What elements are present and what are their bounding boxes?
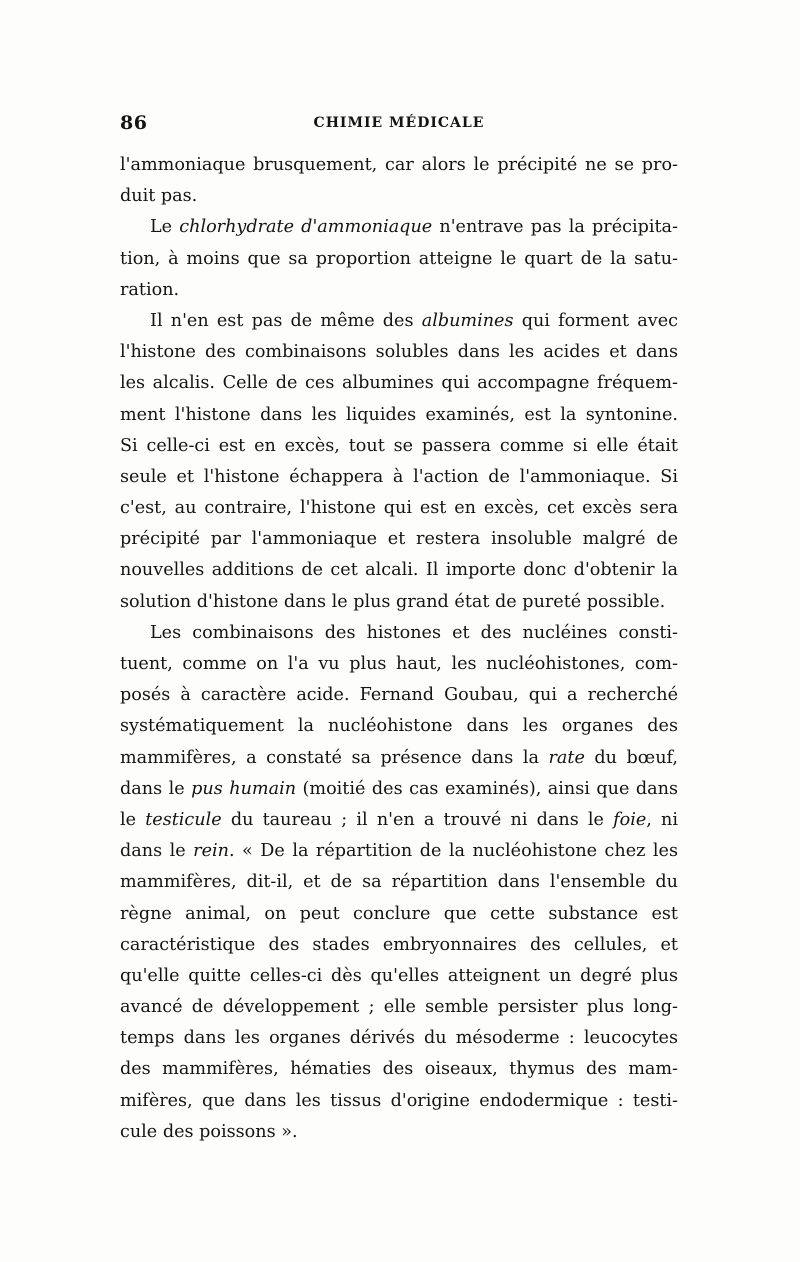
text-line: les alcalis. Celle de ces albumines qui accompagne fréquem- — [120, 373, 678, 394]
text-line: systématiquement la nucléohistone dans les organes des — [120, 716, 678, 737]
text-line: dans le rein. « De la répartition de la nucléohistone chez les — [120, 841, 678, 862]
text-line: seule et l'histone échappera à l'action de l'ammoniaque. Si — [120, 466, 678, 487]
text-line: cule des poissons ». — [120, 1121, 298, 1142]
text-line: Les combinaisons des histones et des nucléines consti- — [150, 622, 678, 643]
text-line: l'histone des combinaisons solubles dans les acides et dans — [120, 342, 678, 363]
text-line: tuent, comme on l'a vu plus haut, les nucléohistones, com- — [120, 654, 678, 674]
text-line: précipité par l'ammoniaque et restera insoluble malgré de — [120, 529, 678, 550]
text-line: des mammifères, hématies des oiseaux, thymus des mam- — [120, 1059, 678, 1080]
text-line: Si celle-ci est en excès, tout se passera comme si elle était — [120, 435, 678, 456]
page-number: 86 — [120, 112, 148, 134]
text-line: avancé de développement ; elle semble persister plus long- — [120, 997, 678, 1018]
text-line: c'est, au contraire, l'histone qui est en excès, cet excès sera — [120, 498, 678, 519]
text-line: solution d'histone dans le plus grand état de pureté possible. — [120, 591, 666, 612]
text-line: caractéristique des stades embryonnaires des cellules, et — [120, 934, 678, 955]
running-title: CHIMIE MÉDICALE — [313, 115, 485, 131]
text-line: l'ammoniaque brusquement, car alors le précipité ne se pro- — [120, 155, 678, 175]
text-line: dans le pus humain (moitié des cas examinés), ainsi que dans — [120, 778, 678, 799]
text-line: Le chlorhydrate d'ammoniaque n'entrave pas la précipita- — [150, 217, 678, 238]
text-line: mammifères, a constaté sa présence dans la rate du bœuf, — [120, 747, 679, 768]
text-line: ration. — [120, 279, 180, 300]
text-line: mammifères, dit-il, et de sa répartition dans l'ensemble du — [120, 872, 678, 893]
text-line: mifères, que dans les tissus d'origine endodermique : testi- — [120, 1090, 678, 1111]
text-line: posés à caractère acide. Fernand Goubau, qui a recherché — [120, 685, 678, 706]
text-line: règne animal, on peut conclure que cette substance est — [120, 903, 678, 924]
text-line: duit pas. — [120, 186, 198, 207]
text-line: Il n'en est pas de même des albumines qui forment avec — [150, 310, 679, 331]
text-line: ment l'histone dans les liquides examinés, est la syntonine. — [120, 404, 678, 425]
text-line: temps dans les organes dérivés du mésoderme : leucocytes — [120, 1028, 678, 1049]
text-line: le testicule du taureau ; il n'en a trouvé ni dans le foie, ni — [120, 809, 678, 830]
page-header — [120, 112, 678, 140]
text-line: qu'elle quitte celles-ci dès qu'elles atteignent un degré plus — [120, 965, 678, 986]
body-text — [120, 150, 678, 1148]
text-line: tion, à moins que sa proportion atteigne le quart de la satu- — [120, 248, 678, 269]
text-line: nouvelles additions de cet alcali. Il importe donc d'obtenir la — [120, 560, 678, 581]
